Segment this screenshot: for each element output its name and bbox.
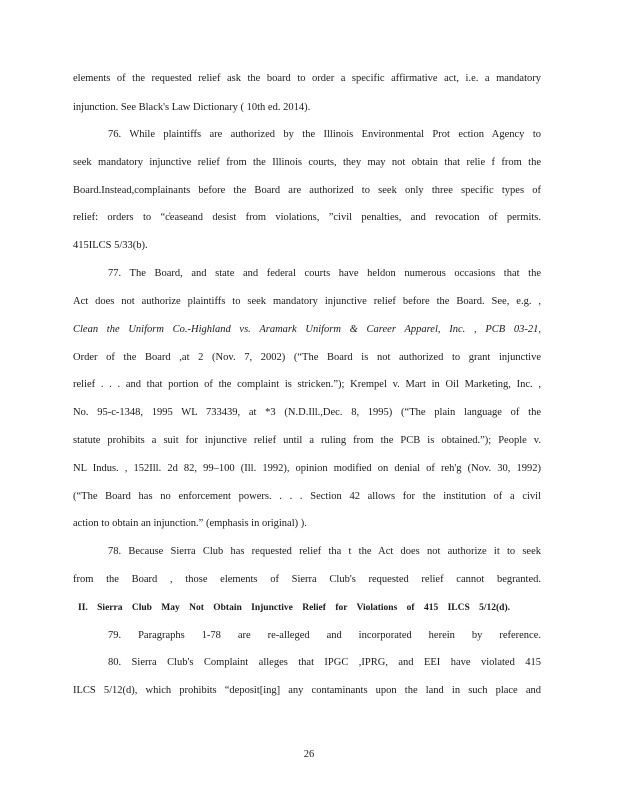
paragraph-77-start: 77. The Board, and state and federal courts have heldon numerous occasions that the	[108, 268, 541, 279]
text-line: from the Board , those elements of Sierra Club's requested relief cannot begranted.	[73, 574, 541, 585]
text-line: Clean the Uniform Co.-Highland vs. Aramark Uniform & Career Apparel, Inc. , PCB 03-21,	[73, 324, 541, 335]
text-line: ILCS 5/12(d), which prohibits “deposit[ing] any contaminants upon the land in such place and	[73, 685, 541, 696]
section-heading: II. Sierra Club May Not Obtain Injunctive Relief for Violations of 415 ILCS 5/12(d).	[78, 603, 510, 613]
text-line: 415ILCS 5/33(b).	[73, 240, 148, 251]
text-line: NL Indus. , 152Ill. 2d 82, 99–100 (Ill. 1992), opinion modified on denial of reh'g (Nov. 30, 1992)	[73, 463, 541, 474]
text-line: relief: orders to “c̓easeand desist from violations, ”civil penalties, and revocation of permits.	[73, 212, 541, 223]
text-line: elements of the requested relief ask the board to order a specific affirmative act, i.e. a mandatory	[73, 73, 541, 84]
text-line: (“The Board has no enforcement powers. . . . Section 42 allows for the institution of a civil	[73, 491, 541, 502]
text-line: statute prohibits a suit for injunctive relief until a ruling from the PCB is obtained.”); People v.	[73, 435, 541, 446]
text-line: Order of the Board ,at 2 (Nov. 7, 2002) (“The Board is not authorized to grant injunctive	[73, 352, 541, 363]
paragraph-76-start: 76. While plaintiffs are authorized by the Illinois Environmental Prot ection Agency to	[108, 129, 541, 140]
text-line: injunction. See Black's Law Dictionary ( 10th ed. 2014).	[73, 102, 311, 113]
text-line: Act does not authorize plaintiffs to seek mandatory injunctive relief before the Board. See, e.g. ,	[73, 296, 541, 307]
text-line: seek mandatory injunctive relief from the Illinois courts, they may not obtain that relie f from the	[73, 157, 541, 168]
paragraph-78-start: 78. Because Sierra Club has requested relief tha t the Act does not authorize it to seek	[108, 546, 541, 557]
page-number: 26	[303, 749, 315, 760]
text-line: Board.Instead,complainants before the Board are authorized to seek only three specific types of	[73, 185, 541, 196]
text-line: action to obtain an injunction.” (emphasis in original) ).	[73, 518, 307, 529]
paragraph-80-start: 80. Sierra Club's Complaint alleges that IPGC ,IPRG, and EEI have violated 415	[108, 657, 541, 668]
text-line: relief . . . and that portion of the complaint is stricken.”); Krempel v. Mart in Oil Marketing, Inc. ,	[73, 379, 541, 390]
text-line: No. 95-c-1348, 1995 WL 733439, at *3 (N.D.Ill.,Dec. 8, 1995) (“The plain language of the	[73, 407, 541, 418]
paragraph-79: 79. Paragraphs 1-78 are re-alleged and incorporated herein by reference.	[108, 630, 541, 641]
